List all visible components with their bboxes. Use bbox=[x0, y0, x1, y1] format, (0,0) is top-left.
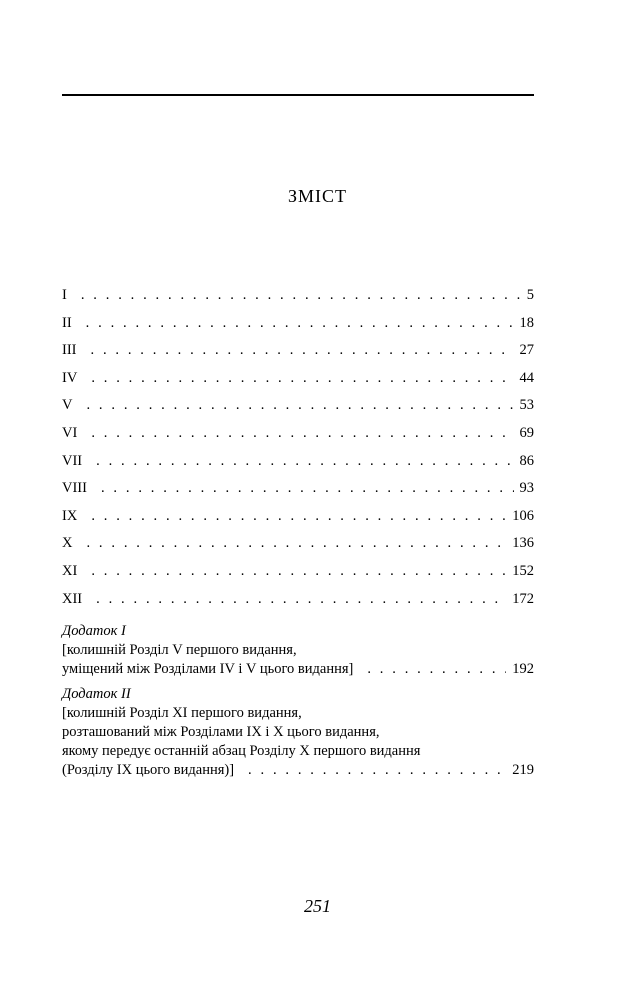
appendix-description-line: якому передує останній абзац Розділу X першого видання bbox=[62, 743, 421, 760]
toc-entry[interactable] bbox=[62, 480, 534, 508]
dot-leader bbox=[96, 591, 506, 608]
appendix-last-line bbox=[62, 660, 534, 679]
toc-entry-page: 93 bbox=[519, 480, 534, 497]
toc-appendix-1[interactable] bbox=[62, 622, 534, 679]
toc-entry-label: IV bbox=[62, 369, 78, 386]
toc-entry[interactable] bbox=[62, 287, 534, 315]
toc-entry-label: IX bbox=[62, 507, 78, 524]
page-number: 251 bbox=[304, 896, 331, 916]
toc-entry-label: II bbox=[62, 314, 72, 331]
appendix-description-line: уміщений між Розділами IV і V цього видання] bbox=[62, 661, 354, 678]
toc-entry[interactable] bbox=[62, 315, 534, 343]
dot-leader bbox=[91, 508, 506, 525]
toc-entry[interactable] bbox=[62, 370, 534, 398]
dot-leader bbox=[91, 425, 513, 442]
toc-entry-page: 69 bbox=[519, 424, 534, 441]
toc-entry-label: XI bbox=[62, 562, 78, 579]
toc-entry-label: I bbox=[62, 287, 67, 303]
dot-leader bbox=[86, 535, 506, 552]
dot-leader bbox=[101, 480, 514, 497]
toc-entry-label: V bbox=[62, 397, 73, 414]
toc-entry-page: 53 bbox=[519, 397, 534, 414]
dot-leader bbox=[81, 287, 521, 304]
page-title: ЗМІСТ bbox=[287, 186, 348, 206]
header-rule bbox=[62, 94, 534, 96]
toc-entry-label: VII bbox=[62, 452, 83, 469]
toc-entry-label: III bbox=[62, 342, 77, 359]
toc-entry[interactable] bbox=[62, 535, 534, 563]
toc-entry[interactable] bbox=[62, 342, 534, 370]
toc-entry-label: VI bbox=[62, 424, 78, 441]
toc-entry-page: 27 bbox=[519, 342, 534, 359]
toc-entry-label: VIII bbox=[62, 480, 87, 497]
toc-entry[interactable] bbox=[62, 425, 534, 453]
appendix-title: Додаток II bbox=[62, 686, 131, 703]
appendix-description-line: розташований між Розділами IX і X цього видання, bbox=[62, 724, 380, 741]
appendix-description-line: (Розділу IX цього видання)] bbox=[62, 762, 235, 779]
table-of-contents bbox=[62, 287, 534, 780]
dot-leader bbox=[91, 370, 513, 387]
appendix-title: Додаток I bbox=[62, 623, 126, 640]
toc-entry-page: 86 bbox=[519, 452, 534, 469]
toc-entry-page: 5 bbox=[526, 287, 534, 303]
dot-leader bbox=[96, 453, 513, 470]
toc-appendix-2[interactable] bbox=[62, 685, 534, 780]
toc-entry-page: 136 bbox=[512, 535, 534, 552]
toc-entry[interactable] bbox=[62, 591, 534, 619]
toc-entry-page: 18 bbox=[519, 314, 534, 331]
toc-entry-page: 152 bbox=[512, 562, 534, 579]
appendix-page: 219 bbox=[512, 762, 534, 779]
dot-leader bbox=[367, 660, 506, 679]
dot-leader bbox=[86, 315, 514, 332]
appendix-description-line: [колишній Розділ V першого видання, bbox=[62, 642, 297, 659]
toc-entry[interactable] bbox=[62, 453, 534, 481]
toc-entry[interactable] bbox=[62, 397, 534, 425]
dot-leader bbox=[91, 342, 514, 359]
toc-entry-page: 106 bbox=[512, 507, 534, 524]
toc-entry-label: X bbox=[62, 535, 73, 552]
toc-entry-label: XII bbox=[62, 590, 83, 607]
dot-leader bbox=[248, 761, 506, 780]
appendix-last-line bbox=[62, 761, 534, 780]
appendix-page: 192 bbox=[512, 661, 534, 678]
toc-entry[interactable] bbox=[62, 508, 534, 536]
appendix-description-line: [колишній Розділ XI першого видання, bbox=[62, 705, 302, 722]
toc-entry-page: 44 bbox=[519, 369, 534, 386]
dot-leader bbox=[91, 563, 506, 580]
toc-entry-page: 172 bbox=[512, 590, 534, 607]
dot-leader bbox=[86, 397, 513, 414]
toc-entry[interactable] bbox=[62, 563, 534, 591]
